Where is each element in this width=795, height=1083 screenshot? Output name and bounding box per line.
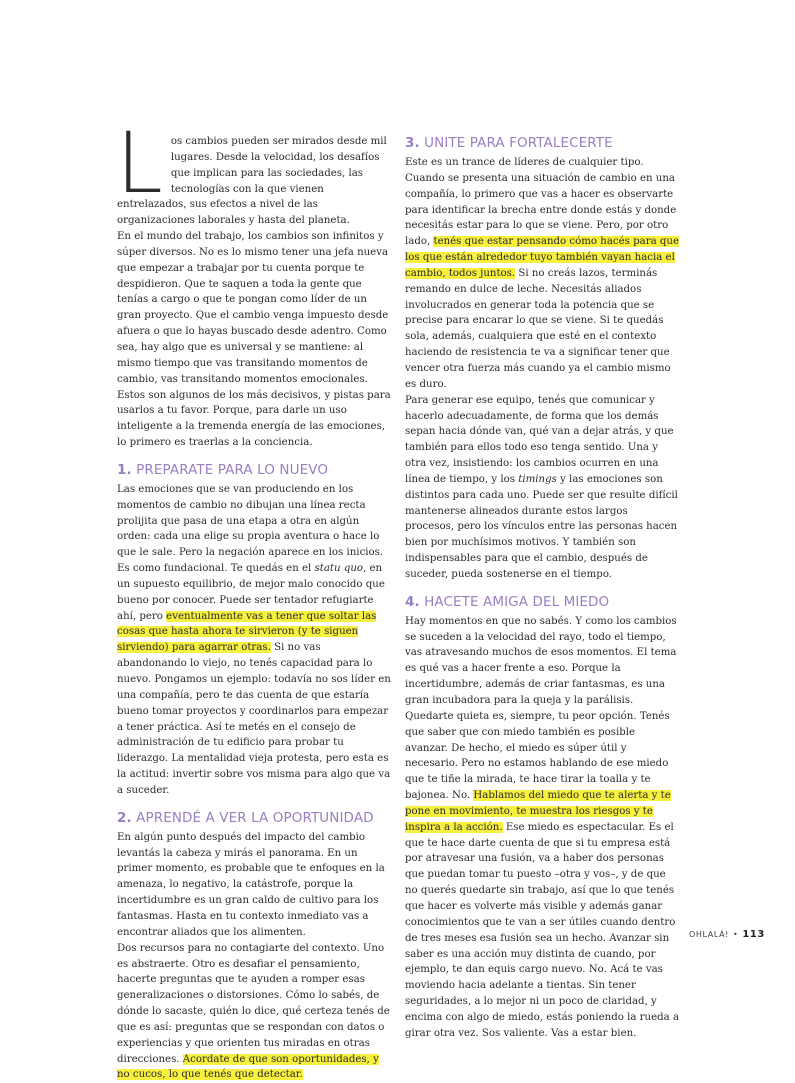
footer-separator: • bbox=[732, 930, 739, 939]
section-3-paragraph-2: Para generar ese equipo, tenés que comunicar y hacerlo adecuadamente, de forma que los demás sepan hacia dónde van, qué van a dejar atrás, y que también para ellos todo eso tenga sentido. Una y otra vez, insistiendo: los cambios ocurren en una línea de tiempo, y los timings y las emociones son distintos para cada uno. Puede ser que resulte difícil mantenerse alineados durante estos largos procesos, pero los vínculos entre las personas hacen bien por muchísimos motivos. Y también son indispensables para que el cambio, después de suceder, pueda sostenerse en el tiempo. bbox=[405, 394, 678, 580]
magazine-name: OHLALÁ! bbox=[689, 930, 729, 939]
section-1-paragraph: Las emociones que se van produciendo en los momentos de cambio no dibujan una línea recta prolijita que pasa de una etapa a otra en algún orden: cada una elige su propia aventura o hace lo que le sale. Pero la negación aparece en los inicios. Es como fundacional. Te quedás en el statu quo, en un supuesto equilibrio, de mejor malo conocido que bueno por conocer. Puede ser tentador refugiarte ahí, pero eventualmente vas a tener que soltar las cosas que hasta ahora te sirvieron (y te siguen sirviendo) para agarrar otras. Si no vas abandonando lo viejo, no tenés capacidad para lo nuevo. Pongamos un ejemplo: todavía no sos líder en una compañía, pero te das cuenta de que estaría bueno tomar proyectos y coordinarlos para empezar a tener práctica. Así te metés en el consejo de administración de tu edificio para probar tu liderazgo. La mentalidad vieja protesta, pero esta es la actitud: invertir sobre vos misma para algo que va a suceder. bbox=[117, 483, 391, 796]
section-3-number: 3. bbox=[405, 135, 420, 151]
intro-paragraph-2: En el mundo del trabajo, los cambios son infinitos y súper diversos. No es lo mismo tener una jefa nueva que empezar a trabajar por tu cuenta porque te despidieron. Que te saquen a toda la gente que tenías a cargo o que te pongan como líder de un gran proyecto. Que el cambio venga impuesto desde afuera o que lo hayas buscado desde adentro. Como sea, hay algo que es universal y se mantiene: al mismo tiempo que vas transitando momentos de cambio, vas transitando momentos emocionales. Estos son algunos de los más decisivos, y pistas para usarlos a tu favor. Porque, para darle un uso inteligente a la tremenda energía de las emociones, lo primero es traerlas a la conciencia. bbox=[117, 231, 391, 449]
section-1-heading bbox=[117, 461, 392, 479]
page-footer bbox=[689, 929, 765, 940]
section-2-title: APRENDÉ A VER LA OPORTUNIDAD bbox=[136, 809, 374, 826]
section-2-highlight: Acordate de que son oportunidades, y no cucos, lo que tenés que detectar. bbox=[117, 1053, 379, 1081]
section-4-title: HACETE AMIGA DEL MIEDO bbox=[424, 593, 610, 610]
section-1-title: PREPARATE PARA LO NUEVO bbox=[136, 461, 329, 478]
section-4-heading bbox=[405, 593, 680, 611]
right-column bbox=[405, 134, 680, 1042]
section-3-highlight: tenés que estar pensando cómo hacés para que los que están alrededor tuyo también vayan hacia el cambio, todos juntos. bbox=[405, 236, 679, 279]
section-4-paragraph: Hay momentos en que no sabés. Y como los cambios se suceden a la velocidad del rayo, todo el tiempo, vas atravesando muchos de esos momentos. El tema es qué vas a hacer frente a eso. Porque la incertidumbre, además de criar fantasmas, es una gran incubadora para la queja y la parálisis. Quedarte quieta es, siempre, tu peor opción. Tenés que saber que con miedo también es posible avanzar. De hecho, el miedo es súper útil y necesario. Pero no estamos hablando de ese miedo que te tiñe la mirada, te hace tirar la toalla y te bajonea. No. Hablamos del miedo que te alerta y te pone en movimiento, te muestra los riesgos y te inspira a la acción. Ese miedo es espectacular. Es el que te hace darte cuenta de que si tu empresa está por atravesar una fusión, va a haber dos personas que puedan tomar tu puesto –otra y vos–, y de que no querés quedarte sin trabajo, así que lo que tenés que hacer es volverte más visible y además ganar conocimientos que te van a ser útiles cuando dentro de tres meses esa fusión sea un hecho. Avanzar sin saber es una acción muy distinta de cuando, por ejemplo, te dan equis cargo nuevo. No. Acá te vas moviendo hacia adelante a tientas. Sin tener seguridades, a lo mejor ni un poco de claridad, y encima con algo de miedo, estás poniendo la rueda a girar otra vez. Sos valiente. Vas a estar bien. bbox=[405, 615, 680, 1039]
section-1-highlight: eventualmente vas a tener que soltar las cosas que hasta ahora te sirvieron (y te siguen sirviendo) para agarrar otras. bbox=[117, 610, 377, 654]
section-2-number: 2. bbox=[117, 809, 132, 826]
left-column bbox=[116, 114, 392, 1083]
section-2-paragraph-2: Dos recursos para no contagiarte del contexto. Uno es abstraerte. Otro es desafiar el pensamiento, hacerte preguntas que te ayuden a romper esas generalizaciones o distorsiones. Cómo lo sabés, de dónde lo sacaste, quién lo dice, qué certeza tenés de que es así: preguntas que se respondan con datos o experiencias y que orienten tus miradas en otras direcciones. Acordate de que son oportunidades, y no cucos, lo que tenés que detectar. bbox=[117, 942, 390, 1081]
page-number: 113 bbox=[742, 929, 765, 940]
intro bbox=[116, 114, 392, 451]
section-3-paragraph-1: Este es un trance de líderes de cualquier tipo. Cuando se presenta una situación de cambio en una compañía, lo primero que vas a hacer es observarte para identificar la brecha entre donde estás y donde necesitás estar para lo que se viene. Pero, por otro lado, tenés que estar pensando cómo hacés para que los que están alrededor tuyo también vayan hacia el cambio, todos juntos. Si no creás lazos, terminás remando en dulce de leche. Necesitás aliados involucrados en generar toda la potencia que se precise para encarar lo que se viene. Si te quedás sola, además, cualquiera que esté en el contexto haciendo de resistencia te va a significar tener que vencer otra fuerza más cuando ya el cambio mismo es duro. bbox=[405, 157, 679, 390]
section-2-heading bbox=[117, 809, 392, 827]
section-4-number: 4. bbox=[405, 593, 420, 610]
section-3-heading bbox=[405, 134, 680, 152]
section-3-title: UNITE PARA FORTALECERTE bbox=[424, 135, 613, 151]
drop-cap: L bbox=[116, 114, 163, 212]
section-2-paragraph-1: En algún punto después del impacto del cambio levantás la cabeza y mirás el panorama. En un primer momento, es probable que te enfoques en la amenaza, lo negativo, la catástrofe, porque la incertidumbre es un gran caldo de cultivo para los fantasmas. Hasta en tu contexto inmediato vas a encontrar aliados que los alimenten. bbox=[117, 831, 385, 938]
section-4-highlight: Hablamos del miedo que te alerta y te pone en movimiento, te muestra los riesgos y te inspira a la acción. bbox=[405, 790, 671, 833]
section-1-number: 1. bbox=[117, 461, 132, 478]
intro-paragraph-1: os cambios pueden ser mirados desde mil lugares. Desde la velocidad, los desafíos que implican para las sociedades, las tecnologías con la que vienen entrelazados, sus efectos a nivel de las organizaciones laborales y hasta del planeta. bbox=[117, 136, 387, 227]
